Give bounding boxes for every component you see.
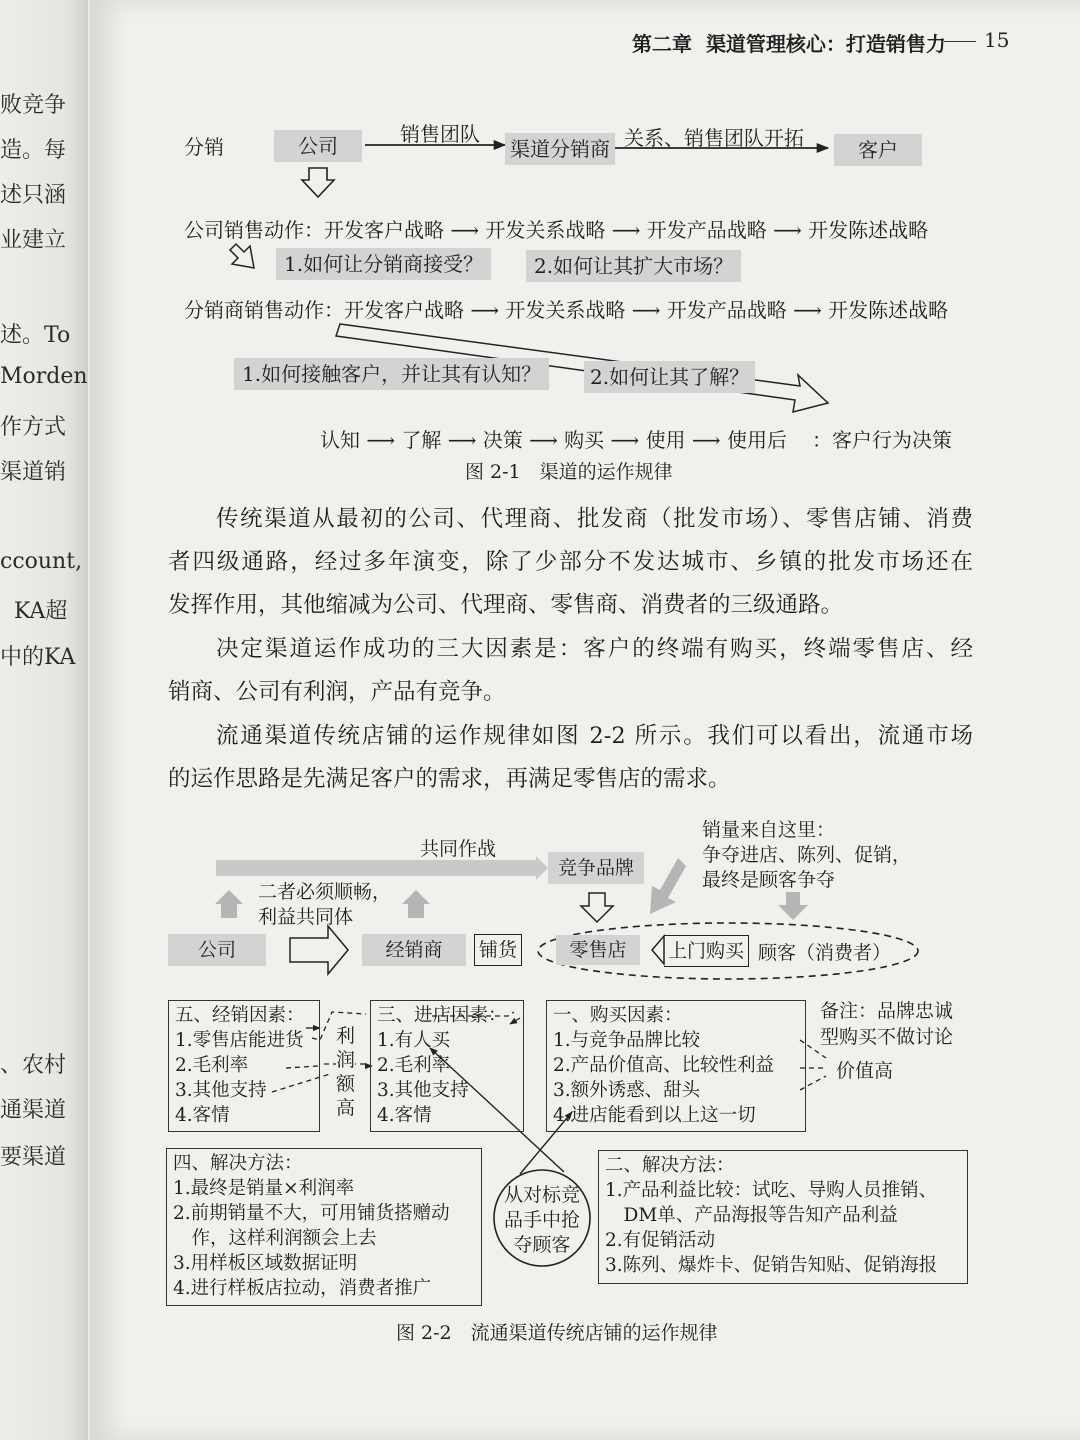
note-line: 型购买不做讨论 [820,1026,954,1048]
paragraph-line: 者四级通路，经过多年演变，除了少部分不发达城市、乡镇的批发市场还在 [168,549,973,575]
left-fragment: 述。To [0,323,71,348]
paragraph-line: 传统渠道从最初的公司、代理商、批发商（批发市场）、零售店铺、消费 [216,506,973,532]
arrow-right-icon: ⟶ [625,298,667,322]
box-item: 3.陈列、爆炸卡、促销告知贴、促销海报 [605,1255,938,1276]
fig1-question-box: 1.如何让分销商接受？ [276,248,491,280]
company-step: 开发客户战略 [324,218,444,242]
fig1-behavior-label: ：客户行为决策 [812,428,952,452]
box-item: 1.产品利益比较：试吃、导购人员推销、 [605,1180,938,1201]
arrow-right-icon: ⟶ [444,218,486,242]
fig1-distributor-box: 渠道分销商 [505,133,615,165]
fig2-circle-text [500,1183,584,1258]
gray-diagonal-arrow-icon [650,858,686,914]
fig2-visit-label: 上门购买 [664,935,749,967]
left-fragment: 述只涵 [0,183,67,208]
arrow-right-icon: ⟶ [522,428,565,452]
box-item: 2.产品价值高、比较性利益 [553,1055,775,1076]
arrow-right-icon: ⟶ [685,428,727,452]
company-step: 开发陈述战略 [808,218,929,242]
circle-line: 从对标竞 [503,1184,580,1206]
arrow-right-icon: ⟶ [766,218,809,242]
fig2-joint-label: 共同作战 [420,838,497,860]
paragraph-line: 流通渠道传统店铺的运作规律如图 2-2 所示。我们可以看出，流通市场 [216,723,973,749]
left-fragment: Morden [0,364,88,389]
left-fragment: 通渠道 [0,1098,67,1123]
box-title: 四、解决方法： [173,1153,303,1174]
box-item: 3.其他支持 [175,1080,267,1101]
box-title: 一、购买因素： [553,1005,683,1026]
circle-line: 夺顾客 [513,1234,571,1256]
left-fragment: 作方式 [0,415,67,440]
distributor-step: 开发客户战略 [344,298,464,322]
box-item: 2.毛利率 [377,1055,451,1076]
box-item: DM单、产品海报等告知产品利益 [605,1205,898,1226]
paragraph-line: 的运作思路是先满足客户的需求，再满足零售店的需求。 [168,766,731,792]
fig2-sales-source [702,818,911,893]
fig2-profit-label [336,1024,355,1120]
box-item: 1.零售店能进货 [175,1030,304,1051]
distributor-step: 开发关系战略 [505,298,626,322]
left-fragment: 业建立 [0,228,67,253]
gray-down-arrow-icon [778,892,808,920]
left-fragment: 、农村 [0,1053,67,1078]
paragraph-line: 决定渠道运作成功的三大因素是：客户的终端有购买，终端零售店、经 [216,636,973,662]
left-fragment: 造。每 [0,138,67,163]
arrow-right-icon: ⟶ [786,298,829,322]
sales-source-line: 销量来自这里： [702,819,836,841]
box-item: 2.有促销活动 [605,1230,716,1251]
joint-band [216,860,536,876]
box-item: 2.毛利率 [175,1055,249,1076]
arrow-right-icon: ⟶ [464,298,506,322]
company-action-label: 公司销售动作： [184,218,324,242]
fig2-company-box: 公司 [168,934,266,966]
behavior-step: 使用后 [726,428,787,452]
fig1-question-box: 2.如何让其了解？ [584,361,755,393]
box-item: 1.与竞争品牌比较 [553,1030,701,1051]
fig1-relation-label: 关系、销售团队开拓 [624,126,804,150]
box-item: 3.其他支持 [377,1080,469,1101]
sales-source-line: 最终是顾客争夺 [702,869,836,891]
arrow-right-icon: ⟶ [360,428,402,452]
behavior-step: 购买 [564,428,605,452]
sales-source-line: 争夺进店、陈列、促销， [702,844,912,866]
box-item: 4.客情 [377,1105,432,1126]
fig2-box-store-factors [370,1000,524,1132]
fig2-smooth-note [258,880,391,930]
fig2-box-solution-two [598,1150,968,1284]
hollow-down-arrow-icon [581,893,613,922]
fig1-question-box: 1.如何接触客户，并让其有认知？ [234,358,549,390]
left-fragment: 败竞争 [0,93,67,118]
behavior-step: 决策 [482,428,523,452]
profit-char: 润 [336,1049,356,1071]
box-item: 作，这样利润额会上去 [173,1228,377,1249]
left-fragment: KA超 [14,599,68,624]
fig2-box-dealer-factors [168,1000,320,1132]
fig2-dealer-box: 经销商 [362,934,466,966]
box-title: 三、进店因素： [377,1005,507,1026]
box-item: 3.用样板区域数据证明 [173,1253,358,1274]
hollow-right-arrow-icon [290,926,348,974]
box-item: 4.进行样板店拉动，消费者推广 [173,1278,432,1299]
arrow-right-icon: ⟶ [604,428,646,452]
box-title: 二、解决方法： [605,1155,735,1176]
gray-up-arrow-icon [215,890,243,918]
behavior-step: 使用 [645,428,686,452]
fig1-company-box: 公司 [274,130,362,162]
fig1-row-label: 分销 [184,135,224,159]
arrow-right-icon: ⟶ [605,218,647,242]
page-number: 15 [984,28,1010,52]
chapter-number: 第二章 [632,32,692,56]
profit-char: 高 [336,1097,356,1119]
behavior-step: 认知 [320,428,360,452]
fig1-question-box: 2.如何让其扩大市场？ [526,250,741,282]
company-step: 开发关系战略 [485,218,606,242]
fig2-value-high: 价值高 [836,1060,894,1082]
fig1-sales-team-label: 销售团队 [400,122,480,146]
left-fragment: 中的KA [0,645,76,670]
behavior-step: 了解 [401,428,442,452]
box-item: 2.前期销量不大，可用铺货搭赠动 [173,1203,450,1224]
box-item: 4.客情 [175,1105,230,1126]
distributor-step: 开发陈述战略 [828,298,949,322]
profit-char: 利 [336,1025,356,1047]
chapter-title: 渠道管理核心：打造销售力 [705,32,946,56]
box-item: 3.额外诱惑、甜头 [553,1080,701,1101]
distributor-step: 开发产品战略 [666,298,787,322]
box-item: 1.有人买 [377,1030,451,1051]
company-step: 开发产品战略 [646,218,767,242]
note-line: 备注：品牌忠诚 [820,1000,954,1022]
left-fragment: 渠道销 [0,460,67,485]
smooth-line: 利益共同体 [258,906,354,928]
circle-line: 品手中抢 [503,1209,580,1231]
fig2-retailer-box: 零售店 [556,935,640,965]
gray-up-arrow-icon [402,890,430,918]
arrow-right-icon: ⟶ [441,428,483,452]
fig2-stocking-label: 铺货 [474,934,522,966]
smooth-line: 二者必须顺畅， [258,881,392,903]
paragraph-line: 发挥作用，其他缩减为公司、代理商、零售商、消费者的三级通路。 [168,592,844,618]
fig1-caption: 图 2-1 渠道的运作规律 [465,461,673,483]
fig2-box-solution-four [166,1148,482,1306]
fig1-customer-box: 客户 [834,134,922,166]
fig2-consumer-label: 顾客（消费者） [758,942,892,964]
distributor-action-label: 分销商销售动作： [184,298,344,322]
box-item: 1.最终是销量×利润率 [173,1178,355,1199]
paragraph-line: 销商、公司有利润，产品有竞争。 [168,679,506,705]
box-title: 五、经销因素： [175,1005,305,1026]
left-fragment: 要渠道 [0,1145,67,1170]
fig2-box-purchase-factors [546,1000,806,1132]
left-fragment: ccount, [0,549,83,574]
fig2-note [820,998,953,1050]
fig2-competitor-box: 竞争品牌 [548,852,644,884]
fig2-caption: 图 2-2 流通渠道传统店铺的运作规律 [396,1322,718,1344]
box-item: 4.进店能看到以上这一切 [553,1105,756,1126]
profit-char: 额 [336,1073,356,1095]
